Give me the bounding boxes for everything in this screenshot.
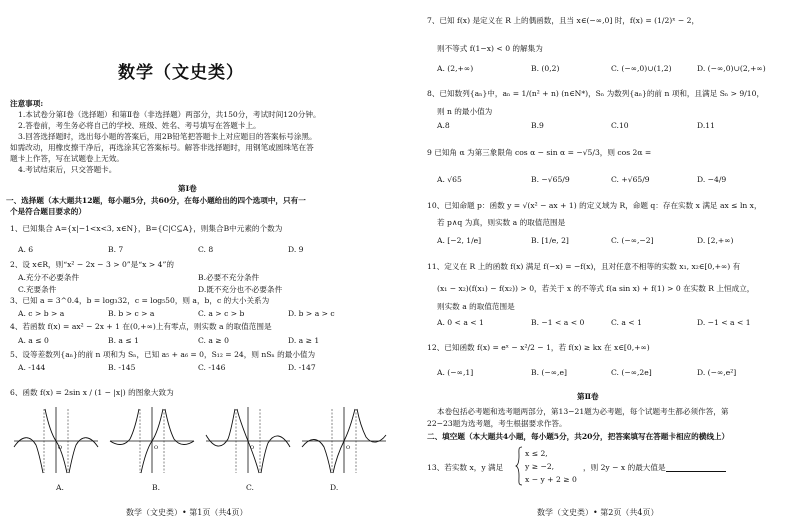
graph-option-a	[12, 405, 100, 475]
question-10-stem: 10、已知命题 p：函数 y = √(x² − ax + 1) 的定义域为 R，命题 q：存在实数 x 满足 ax ≤ ln x，	[427, 201, 762, 210]
notice-line: 2.答卷前，考生务必将自己的学校、班级、姓名、考号填写在答题卡上。	[18, 121, 261, 130]
notice-line: 1.本试卷分第Ⅰ卷（选择题）和第Ⅱ卷（非选择题）两部分，共150分，考试时间120分钟。	[18, 110, 321, 119]
question-4-stem: 4、若函数 f(x) = ax² − 2x + 1 在(0,+∞)上有零点，则实数 a 的取值范围是	[10, 322, 272, 331]
q13-tail-text: ，则 2y − x 的最大值是	[583, 463, 666, 472]
q10-option-a: A. [−2, 1/e]	[437, 236, 482, 245]
q13-constraint: x ≤ 2,	[525, 449, 548, 458]
q12-option-c: C. (−∞,2e]	[611, 368, 652, 377]
graph-option-d	[300, 405, 388, 475]
q6-option-d: D.	[330, 483, 339, 492]
q7-option-c: C. (−∞,0)∪(1,2)	[611, 64, 672, 73]
q2-option-b: B.必要不充分条件	[198, 273, 260, 282]
question-11-stem-2: (x₁ − x₂)(f(x₁) − f(x₂)) > 0，若关于 x 的不等式 f(a sin x) + f(1) > 0 在实数 R 上恒成立，	[437, 284, 755, 293]
right-page	[397, 0, 794, 526]
q6-option-a: A.	[56, 483, 64, 492]
q3-option-c: C. a > c > b	[198, 309, 245, 318]
q11-option-a: A. 0 < a < 1	[437, 318, 484, 327]
graph-option-c	[204, 405, 292, 475]
section2-fill-title: 二、填空题（本大题共4小题，每小题5分，共20分，把答案填写在答题卡相应的横线上）	[427, 432, 730, 441]
question-11-stem: 11、定义在 R 上的函数 f(x) 满足 f(−x) = −f(x)，且对任意不相等的实数 x₁, x₂∈[0,+∞) 有	[427, 262, 741, 271]
q3-option-b: B. b > c > a	[108, 309, 155, 318]
q6-option-b: B.	[152, 483, 160, 492]
q8-option-a: A.8	[437, 121, 450, 130]
page-footer: 数学（文史类）• 第2页（共4页）	[537, 508, 659, 517]
q5-option-d: D. -147	[288, 363, 316, 372]
q9-option-b: B. −√65/9	[531, 175, 570, 184]
q3-option-a: A. c > b > a	[18, 309, 65, 318]
q4-option-a: A. a ≤ 0	[18, 336, 49, 345]
q13-constraint: x − y + 2 ≥ 0	[525, 475, 577, 484]
q2-option-a: A.充分不必要条件	[18, 273, 80, 282]
q12-option-d: D. (−∞,e²]	[697, 368, 737, 377]
brace-icon	[515, 446, 523, 486]
q5-option-a: A. -144	[18, 363, 46, 372]
question-11-stem-3: 则实数 a 的取值范围是	[437, 302, 515, 311]
question-8-stem-2: 则 n 的最小值为	[437, 107, 493, 116]
q12-option-b: B. (−∞,e]	[531, 368, 567, 377]
section1-title: 第Ⅰ卷	[178, 184, 197, 193]
section2-intro: 22−23题为选考题，考生根据要求作答。	[427, 419, 567, 428]
q4-option-d: D. a ≥ 1	[288, 336, 320, 345]
question-10-stem-2: 若 p∧q 为真，则实数 a 的取值范围是	[437, 218, 566, 227]
answer-blank	[666, 463, 726, 472]
q9-option-a: A. √65	[437, 175, 462, 184]
svg-text:O: O	[250, 445, 255, 451]
section2-title: 第Ⅱ卷	[577, 392, 599, 401]
svg-text:O: O	[346, 445, 351, 451]
q5-option-c: C. -146	[198, 363, 226, 372]
question-13-stem: 13、若实数 x，y 满足	[427, 463, 504, 472]
section2-intro: 本卷包括必考题和选考题两部分，第13−21题为必考题，每个试题考生都必须作答，第	[437, 407, 729, 416]
q9-option-d: D. −4/9	[697, 175, 727, 184]
q1-option-c: C. 8	[198, 245, 214, 254]
q4-option-c: C. a ≥ 0	[198, 336, 229, 345]
question-1-stem: 1、已知集合 A={x|−1<x<3, x∈N}，B={C|C⊆A}，则集合B中元素的个数为	[10, 224, 283, 233]
question-5-stem: 5、设等差数列{aₙ}的前 n 项和为 Sₙ，已知 a₅ + a₆ = 0，S₁₂ = 24，则 nSₙ 的最小值为	[10, 350, 316, 359]
svg-text:O: O	[154, 445, 159, 451]
q9-option-c: C. +√65/9	[611, 175, 650, 184]
q12-option-a: A. (−∞,1]	[437, 368, 474, 377]
q8-option-b: B.9	[531, 121, 544, 130]
q7-option-a: A. (2,+∞)	[437, 64, 474, 73]
q10-option-c: C. (−∞,−2]	[611, 236, 654, 245]
question-13-tail	[583, 463, 726, 472]
q4-option-b: B. a ≤ 1	[108, 336, 139, 345]
section1-intro: 一、选择题（本大题共12题，每小题5分，共60分，在每小题给出的四个选项中，只有一	[6, 196, 306, 205]
question-2-stem: 2、设 x∈R，则“x² − 2x − 3 > 0”是“x > 4”的	[10, 260, 174, 269]
question-7-stem: 7、已知 f(x) 是定义在 R 上的偶函数，且当 x∈(−∞,0] 时，f(x) = (1/2)ˣ − 2，	[427, 16, 700, 25]
q11-option-b: B. −1 < a < 0	[531, 318, 585, 327]
q7-option-d: D. (−∞,0)∪(2,+∞)	[697, 64, 766, 73]
q10-option-b: B. [1/e, 2]	[531, 236, 569, 245]
page-footer: 数学（文史类）• 第1页（共4页）	[126, 508, 248, 517]
q11-option-c: C. a < 1	[611, 318, 642, 327]
q2-option-c: C.充要条件	[18, 285, 57, 294]
notice-line: 题卡上作答，写在试题卷上无效。	[10, 154, 124, 163]
notice-line: 3.回答选择题时，选出每小题的答案后，用2B铅笔把答题卡上对应题目的答案标号涂黑。	[18, 132, 317, 141]
svg-text:O: O	[58, 445, 63, 451]
q1-option-a: A. 6	[18, 245, 34, 254]
notice-line: 如需改动，用橡皮擦干净后，再选涂其它答案标号。解答非选择题时，用钢笔或圆珠笔在答	[10, 143, 314, 152]
question-7-stem-2: 则不等式 f(1−x) < 0 的解集为	[437, 44, 543, 53]
notice-title: 注意事项:	[10, 99, 44, 108]
question-3-stem: 3、已知 a = 3^0.4，b = log₃32，c = log₅50，则 a，b，c 的大小关系为	[10, 296, 270, 305]
q6-option-c: C.	[246, 483, 254, 492]
q5-option-b: B. -145	[108, 363, 136, 372]
q3-option-d: D. b > a > c	[288, 309, 335, 318]
question-6-stem: 6、函数 f(x) = 2sin x / (1 − |x|) 的图象大致为	[10, 388, 174, 397]
q11-option-d: D. −1 < a < 1	[697, 318, 751, 327]
q8-option-c: C.10	[611, 121, 629, 130]
exam-title: 数学（文史类）	[118, 63, 244, 83]
q1-option-d: D. 9	[288, 245, 304, 254]
question-8-stem: 8、已知数列{aₙ}中，aₙ = 1/(n² + n) (n∈N*)，Sₙ 为数列{aₙ}的前 n 项和，且满足 Sₙ > 9/10，	[427, 89, 765, 98]
question-9-stem: 9 已知角 α 为第三象限角 cos α − sin α = −√5/3，则 cos 2α =	[427, 148, 652, 157]
q7-option-b: B. (0,2)	[531, 64, 560, 73]
graph-option-b	[108, 405, 196, 475]
q8-option-d: D.11	[697, 121, 715, 130]
q10-option-d: D. [2,+∞)	[697, 236, 734, 245]
q13-constraint: y ≥ −2,	[525, 462, 555, 471]
notice-line: 4.考试结束后，只交答题卡。	[18, 165, 117, 174]
q1-option-b: B. 7	[108, 245, 124, 254]
q2-option-d: D.既不充分也不必要条件	[198, 285, 283, 294]
question-12-stem: 12、已知函数 f(x) = eˣ − x²/2 − 1，若 f(x) ≥ kx 在 x∈[0,+∞)	[427, 343, 650, 352]
section1-intro: 个是符合题目要求的）	[10, 207, 86, 216]
